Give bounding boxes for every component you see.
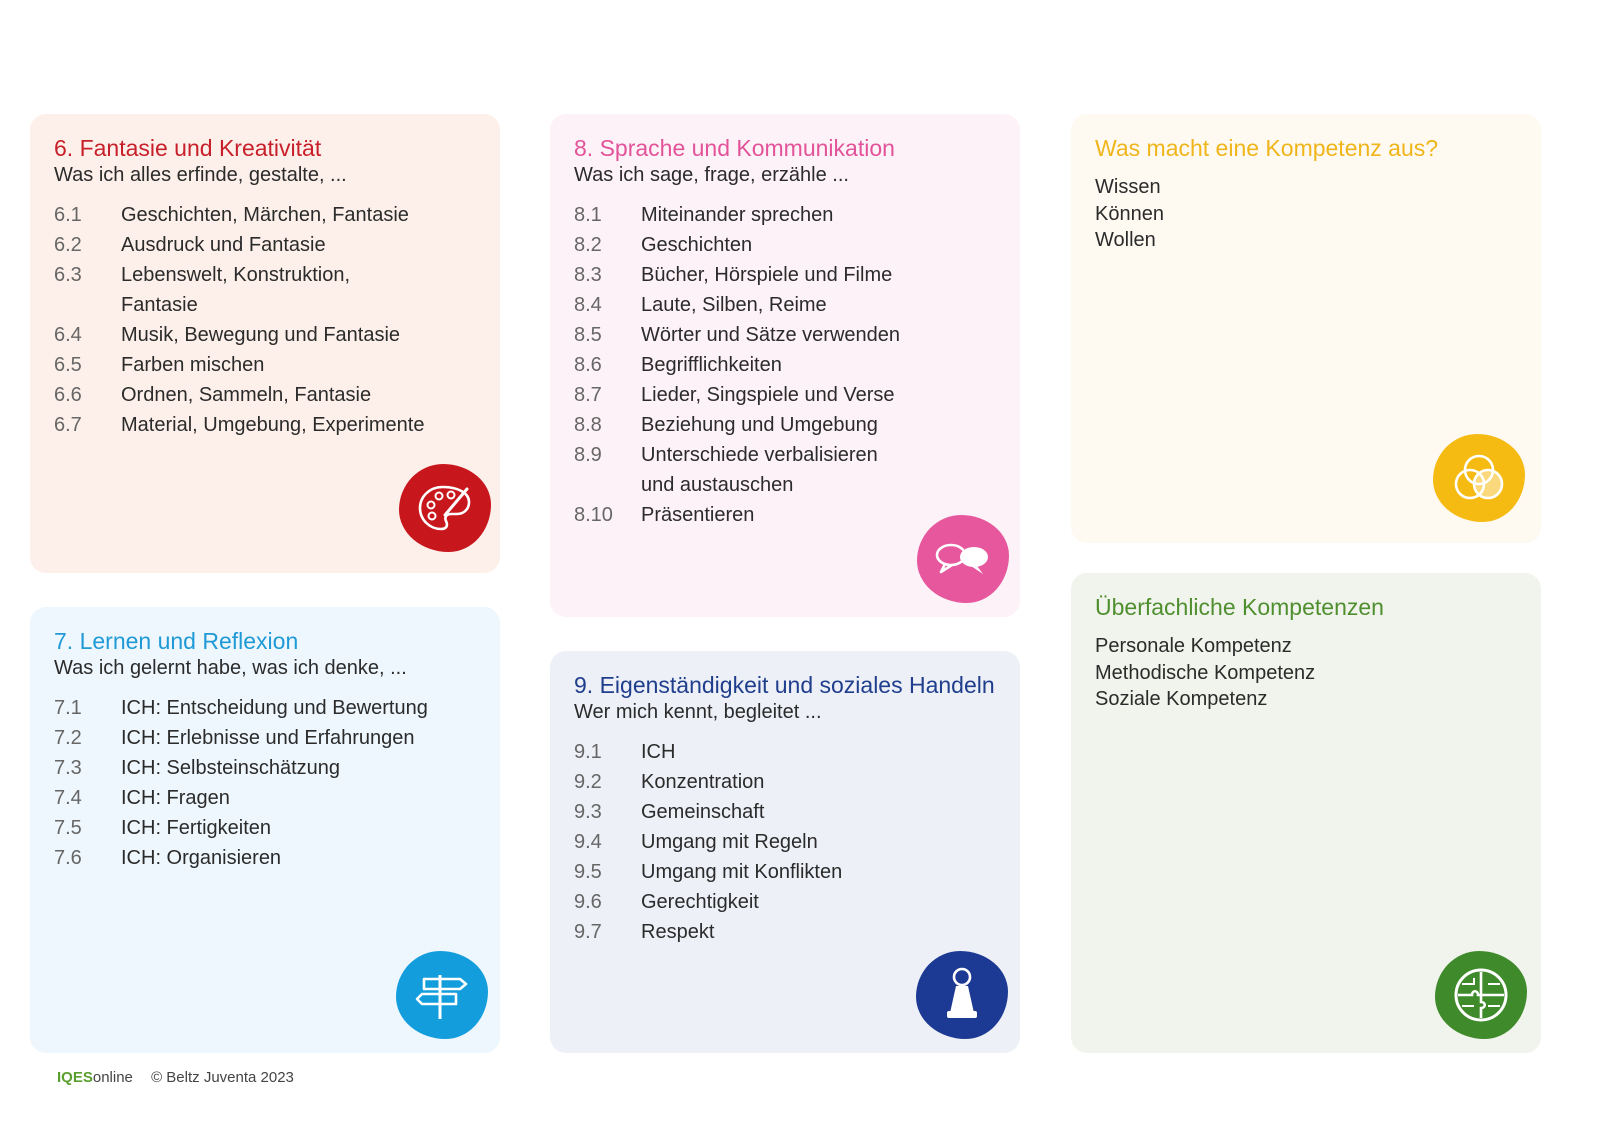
item-label: Laute, Silben, Reime (641, 294, 827, 316)
card-subtitle: Wer mich kennt, begleitet ... (574, 701, 822, 723)
item-number: 8.9 (574, 444, 602, 466)
item-label: Präsentieren (641, 504, 755, 526)
item-number: 9.4 (574, 831, 602, 853)
speech-badge (917, 515, 1009, 603)
item-number: 7.6 (54, 847, 82, 869)
list-item (54, 380, 476, 410)
speech-bubbles-icon (933, 539, 993, 579)
item-number: 8.4 (574, 294, 602, 316)
item-number: 9.7 (574, 921, 602, 943)
card-title: 7. Lernen und Reflexion (54, 628, 299, 654)
item-number: 8.5 (574, 324, 602, 346)
item-number: 6.3 (54, 264, 82, 286)
list-item (54, 410, 476, 440)
item-label: Gerechtigkeit (641, 891, 759, 913)
venn-badge (1433, 434, 1525, 522)
item-number: 9.6 (574, 891, 602, 913)
list-item (54, 753, 476, 783)
item-number: 8.2 (574, 234, 602, 256)
card-title: 8. Sprache und Kommunikation (574, 135, 895, 161)
item-number: 9.2 (574, 771, 602, 793)
card-eigenstaendigkeit (550, 651, 1020, 1053)
list-item (574, 320, 996, 350)
item-label: Gemeinschaft (641, 801, 765, 823)
item-number: 9.1 (574, 741, 602, 763)
item-label: ICH: Erlebnisse und Erfahrungen (121, 727, 415, 749)
copyright: © Beltz Juventa 2023 (151, 1069, 294, 1086)
card-subtitle: Was ich sage, frage, erzähle ... (574, 164, 849, 186)
list-item (54, 320, 476, 350)
item-label: Geschichten, Märchen, Fantasie (121, 204, 409, 226)
list-item (574, 857, 996, 887)
text-line: Soziale Kompetenz (1095, 688, 1268, 710)
item-label: Lieder, Singspiele und Verse (641, 384, 895, 406)
card-subtitle: Was ich alles erfinde, gestalte, ... (54, 164, 347, 186)
line-list (1095, 633, 1517, 713)
item-number: 8.1 (574, 204, 602, 226)
item-label: Unterschiede verbalisieren (641, 444, 878, 466)
item-number (54, 290, 121, 320)
list-item (574, 440, 996, 470)
list-item (54, 813, 476, 843)
venn-circles-icon (1449, 450, 1509, 506)
card-ueberfachliche-kompetenzen (1071, 573, 1541, 1053)
card-title: Was macht eine Kompetenz aus? (1095, 135, 1439, 161)
text-line: Wissen (1095, 176, 1161, 198)
item-label: Begrifflichkeiten (641, 354, 782, 376)
item-label: Ordnen, Sammeln, Fantasie (121, 384, 372, 406)
list-item (54, 260, 476, 290)
list-item (54, 843, 476, 873)
item-number: 8.10 (574, 504, 613, 526)
game-pawn-icon (942, 967, 982, 1023)
item-number: 7.4 (54, 787, 82, 809)
list-item (574, 917, 996, 947)
list-item (54, 723, 476, 753)
palette-badge (399, 464, 491, 552)
item-label: Farben mischen (121, 354, 265, 376)
list-item (574, 380, 996, 410)
puzzle-badge (1435, 951, 1527, 1039)
item-number: 8.8 (574, 414, 602, 436)
item-number: 7.3 (54, 757, 82, 779)
item-label: Umgang mit Regeln (641, 831, 818, 853)
item-number: 6.1 (54, 204, 82, 226)
item-label: Miteinander sprechen (641, 204, 834, 226)
item-label: Umgang mit Konflikten (641, 861, 843, 883)
item-number: 6.4 (54, 324, 82, 346)
signpost-badge (396, 951, 488, 1039)
card-sprache-kommunikation (550, 114, 1020, 617)
text-line: Wollen (1095, 229, 1156, 251)
item-number (574, 470, 641, 500)
item-list (574, 200, 996, 530)
item-number: 6.6 (54, 384, 82, 406)
list-item (54, 693, 476, 723)
list-item (574, 827, 996, 857)
list-item (574, 887, 996, 917)
item-number: 8.6 (574, 354, 602, 376)
list-item (54, 230, 476, 260)
card-lernen-reflexion (30, 607, 500, 1053)
item-label: ICH (641, 741, 676, 763)
item-number: 7.5 (54, 817, 82, 839)
item-label: ICH: Selbsteinschätzung (121, 757, 341, 779)
puzzle-icon (1452, 966, 1510, 1024)
list-item (54, 783, 476, 813)
list-item (54, 200, 476, 230)
line-list (1095, 174, 1517, 254)
item-number: 6.2 (54, 234, 82, 256)
item-list (54, 693, 476, 873)
item-label: Geschichten (641, 234, 753, 256)
pawn-badge (916, 951, 1008, 1039)
item-label: Respekt (641, 921, 715, 943)
palette-icon (417, 483, 473, 533)
list-item (574, 737, 996, 767)
list-item (574, 260, 996, 290)
item-number: 9.3 (574, 801, 602, 823)
item-label: ICH: Entscheidung und Bewertung (121, 697, 428, 719)
item-number: 7.2 (54, 727, 82, 749)
list-item (574, 470, 996, 500)
item-label: Wörter und Sätze verwenden (641, 324, 901, 346)
item-label: Bücher, Hörspiele und Filme (641, 264, 893, 286)
item-number: 6.7 (54, 414, 82, 436)
item-number: 8.3 (574, 264, 602, 286)
item-label: Konzentration (641, 771, 765, 793)
card-fantasie-kreativitaet (30, 114, 500, 573)
text-line: Können (1095, 202, 1164, 225)
list-item (54, 350, 476, 380)
text-line: Methodische Kompetenz (1095, 661, 1316, 684)
card-title: 9. Eigenständigkeit und soziales Handeln (574, 672, 995, 698)
card-kompetenz (1071, 114, 1541, 543)
item-label: und austauschen (641, 474, 794, 496)
brand-logo-rest: online (92, 1069, 133, 1086)
signpost-icon (414, 967, 470, 1023)
list-item (574, 290, 996, 320)
item-number: 6.5 (54, 354, 82, 376)
item-number: 9.5 (574, 861, 602, 883)
footer (57, 1069, 294, 1086)
text-line: Personale Kompetenz (1095, 635, 1292, 657)
item-number: 7.1 (54, 697, 82, 719)
list-item (574, 410, 996, 440)
item-label: Beziehung und Umgebung (641, 414, 878, 436)
item-list (574, 737, 996, 947)
card-title: 6. Fantasie und Kreativität (54, 135, 322, 161)
item-label: ICH: Fragen (121, 787, 230, 809)
brand-logo-bold: IQES (57, 1069, 93, 1086)
item-label: Material, Umgebung, Experimente (121, 414, 425, 436)
item-label: ICH: Fertigkeiten (121, 817, 272, 839)
item-label: Ausdruck und Fantasie (121, 234, 326, 256)
item-label: ICH: Organisieren (121, 847, 282, 869)
card-subtitle: Was ich gelernt habe, was ich denke, ... (54, 657, 407, 679)
list-item (574, 230, 996, 260)
card-title: Überfachliche Kompetenzen (1095, 594, 1384, 620)
item-label: Musik, Bewegung und Fantasie (121, 324, 401, 346)
list-item (54, 290, 476, 320)
list-item (574, 200, 996, 230)
list-item (574, 767, 996, 797)
item-list (54, 200, 476, 440)
list-item (574, 350, 996, 380)
item-number: 8.7 (574, 384, 602, 406)
list-item (574, 797, 996, 827)
item-label: Fantasie (121, 294, 198, 316)
item-label: Lebenswelt, Konstruktion, (121, 264, 351, 286)
